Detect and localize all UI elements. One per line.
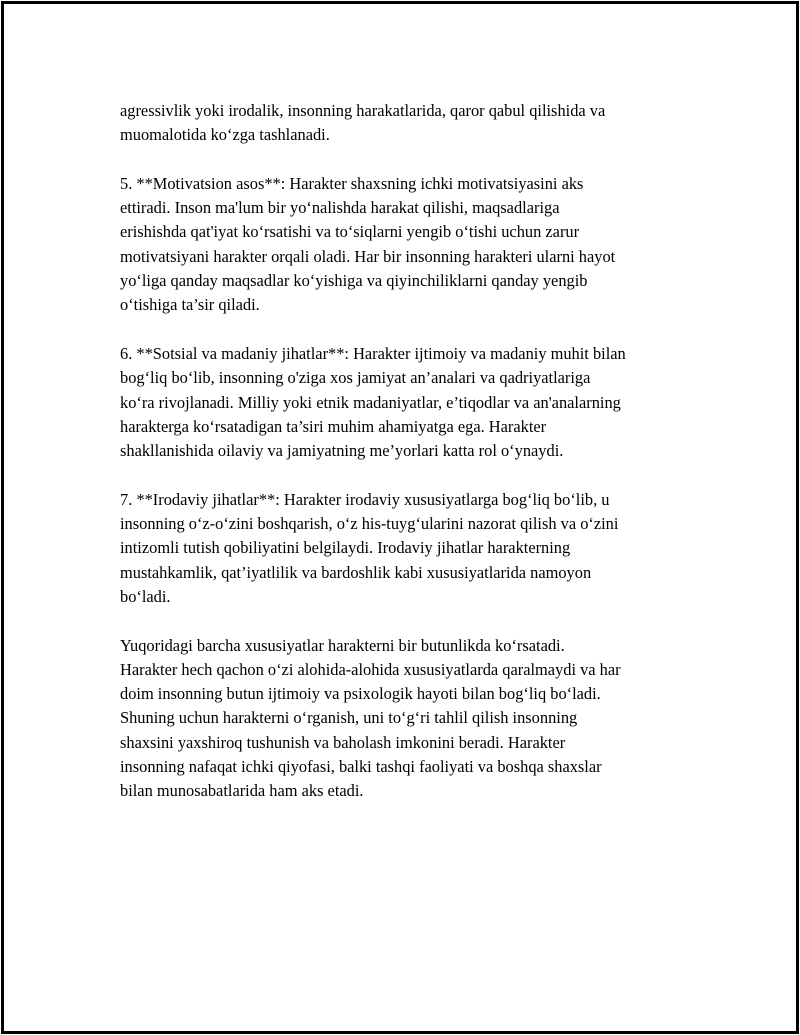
paragraph-continuation: agressivlik yoki irodalik, insonning harakatlarida, qaror qabul qilishida va muomalotida ko‘zga tashlanadi.	[120, 101, 606, 145]
paragraph-irodaviy-jihatlar: 7. **Irodaviy jihatlar**: Harakter irodaviy xususiyatlarga bog‘liq bo‘lib, u insonning o‘z-o‘zini boshqarish, o‘z his-tuyg‘ularini nazorat qilish va o‘zini intizomli tutish qobiliyatini belgilaydi. Irodaviy jihatlar harakterning mustahkamlik, qat’iyatlilik va bardoshlik kabi xususiyatlarida namoyon bo‘ladi.	[120, 489, 619, 606]
paragraph-motivatsion-asos: 5. **Motivatsion asos**: Harakter shaxsning ichki motivatsiyasini aks ettiradi. Inson ma'lum bir yo‘nalishda harakat qilishi, maqsadlariga erishishda qat'iyat ko‘rsatishi va to‘siqlarni yengib o‘tishi uchun zarur motivatsiyani harakter orqali oladi. Har bir insonning harakteri ularni hayot yo‘liga qanday maqsadlar ko‘yishiga va qiyinchiliklarni qanday yengib o‘tishiga ta’sir qiladi.	[120, 173, 616, 315]
paragraph-sotsial-madaniy: 6. **Sotsial va madaniy jihatlar**: Harakter ijtimoiy va madaniy muhit bilan bog‘liq bo‘lib, insonning o'ziga xos jamiyat an’analari va qadriyatlariga ko‘ra rivojlanadi. Milliy yoki etnik madaniyatlar, e’tiqodlar va an'analarning harakterga ko‘rsatadigan ta’siri muhim ahamiyatga ega. Harakter shakllanishida oilaviy va jamiyatning me’yorlari katta rol o‘ynaydi.	[120, 343, 626, 461]
document-body	[120, 99, 700, 804]
paragraph-conclusion: Yuqoridagi barcha xususiyatlar harakterni bir butunlikda ko‘rsatadi. Harakter hech qachon o‘zi alohida-alohida xususiyatlarda qaralmaydi va har doim insonning butun ijtimoiy va psixologik hayoti bilan bog‘liq bo‘ladi. Shuning uchun harakterni o‘rganish, uni to‘g‘ri tahlil qilish insonning shaxsini yaxshiroq tushunish va baholash imkonini beradi. Harakter insonning nafaqat ichki qiyofasi, balki tashqi faoliyati va boshqa shaxslar bilan munosabatlarida ham aks etadi.	[120, 635, 621, 801]
page-frame	[1, 1, 799, 1034]
